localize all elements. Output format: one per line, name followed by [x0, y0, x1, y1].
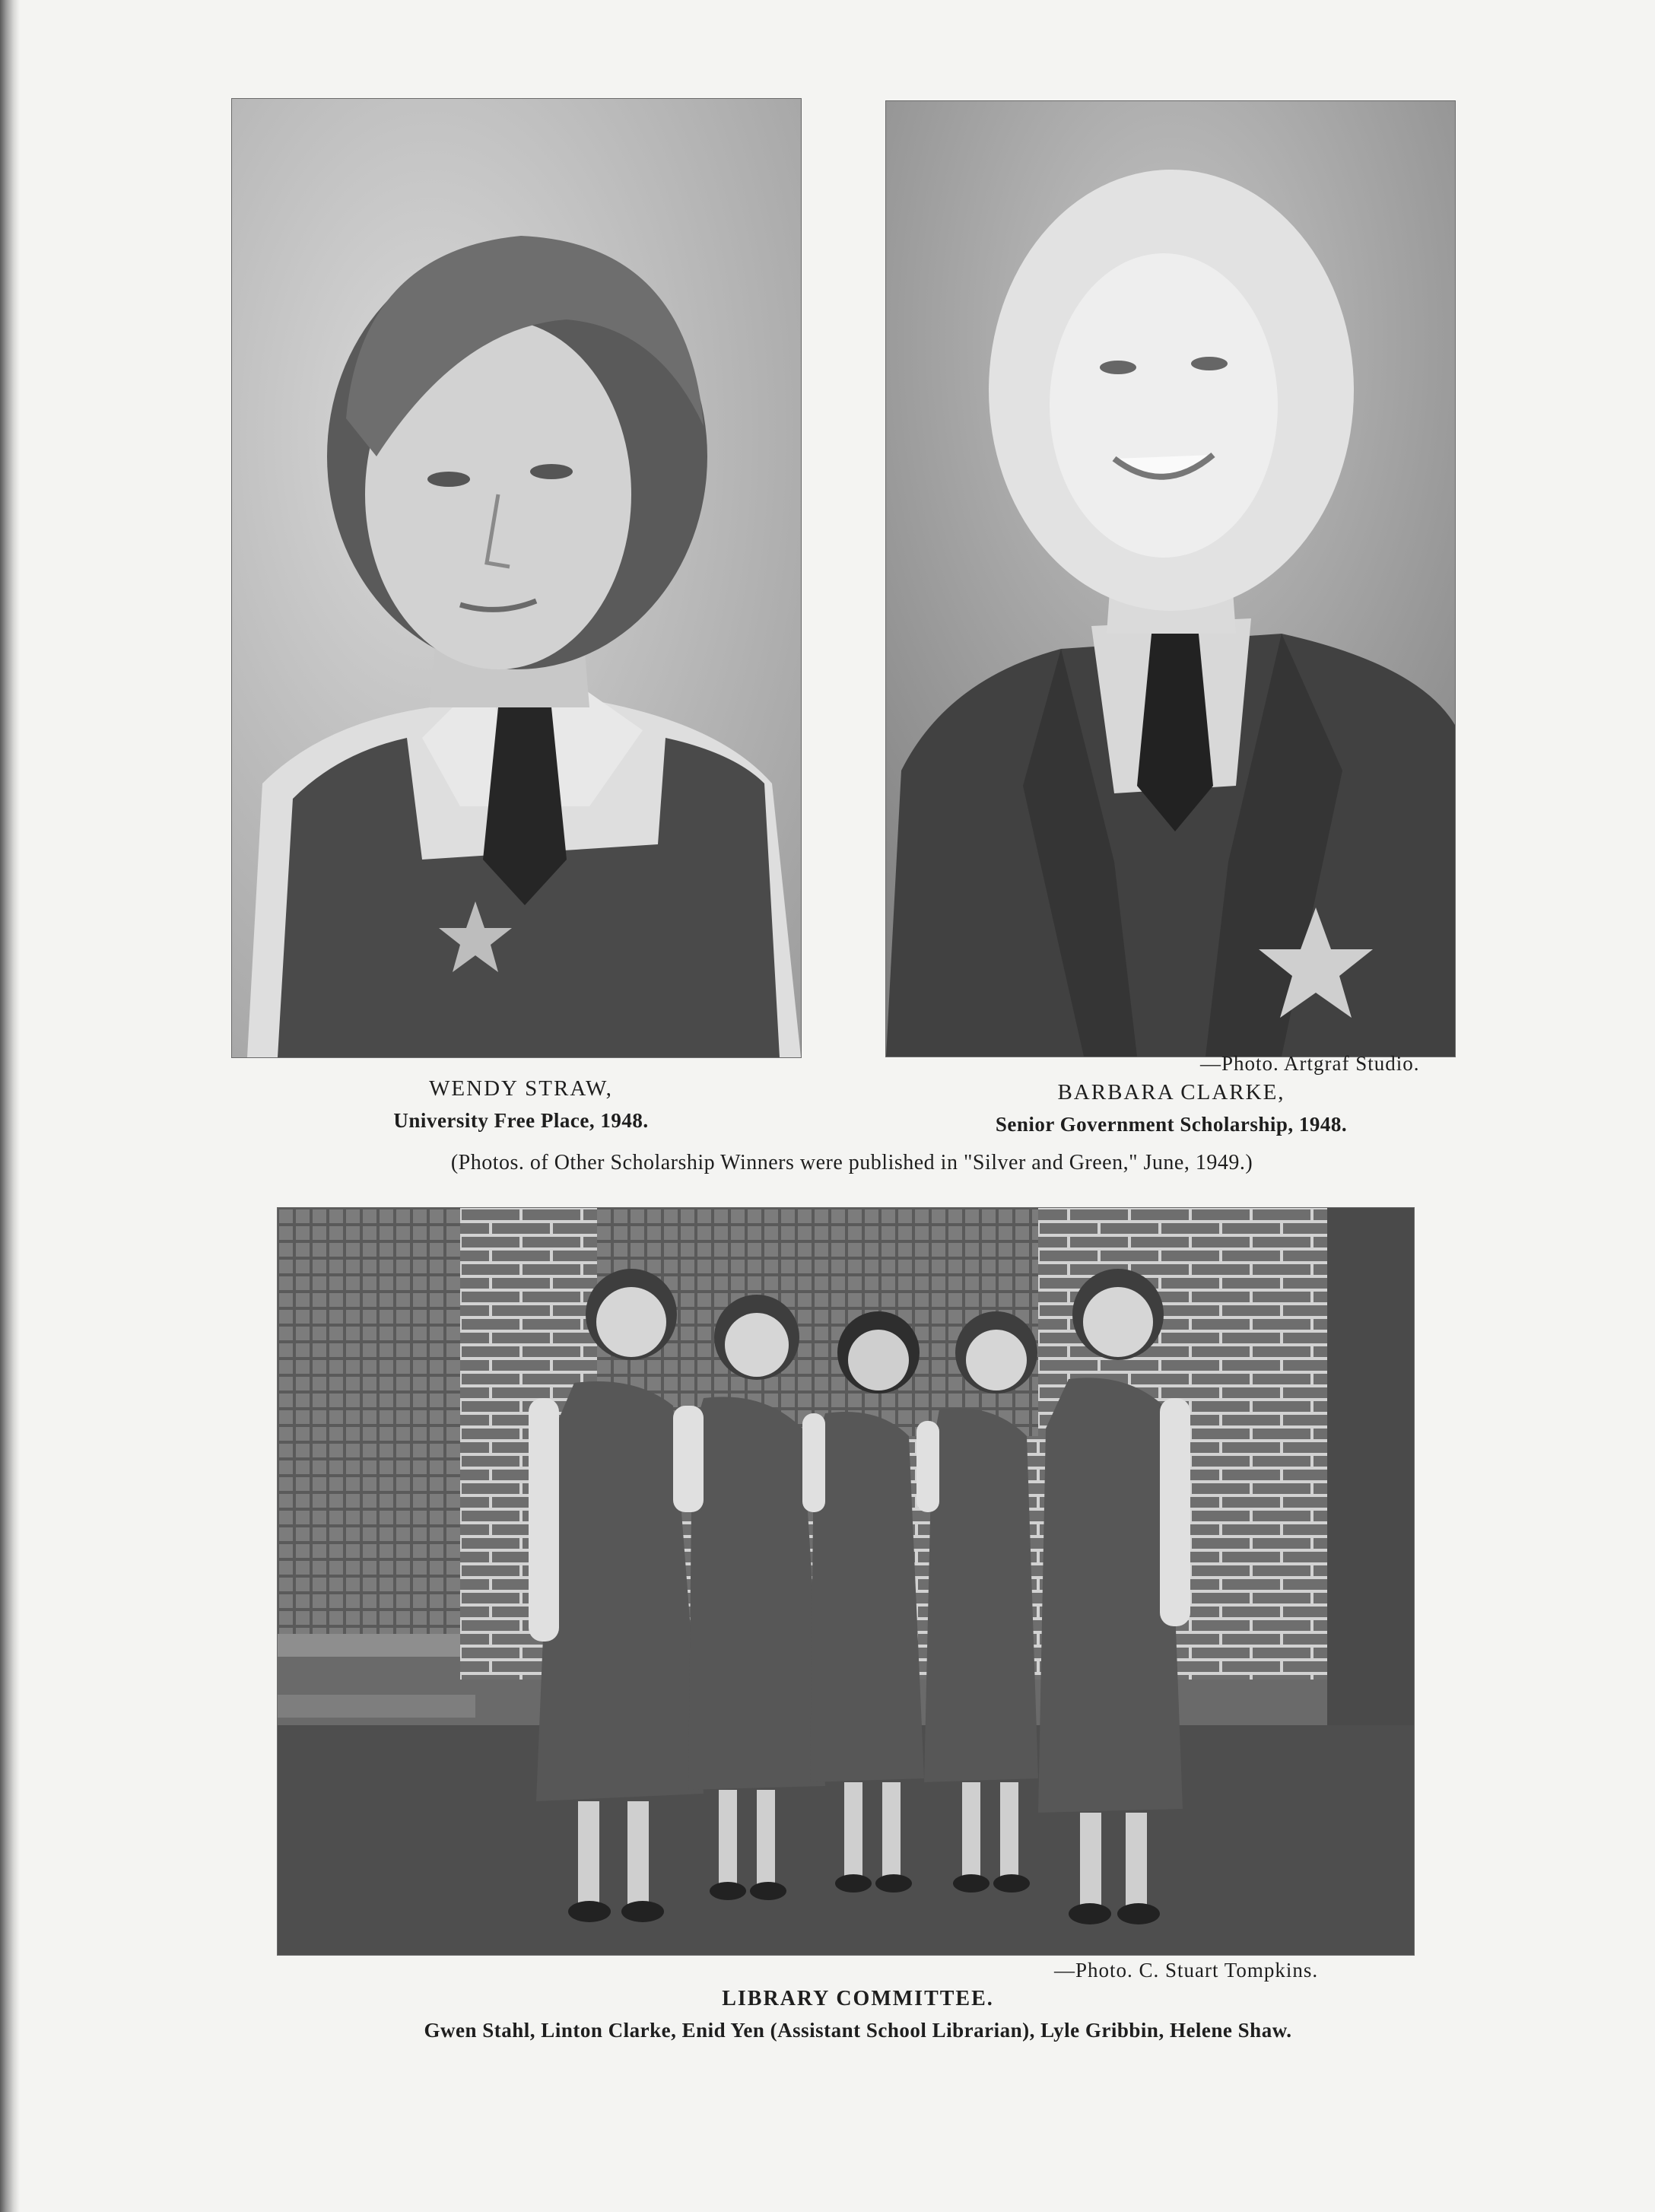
- photo-credit-tompkins: —Photo. C. Stuart Tompkins.: [1054, 1959, 1319, 1982]
- photo-credit-artgraf: —Photo. Artgraf Studio.: [1200, 1052, 1420, 1075]
- portrait-award: University Free Place, 1948.: [393, 1109, 649, 1132]
- group-title: LIBRARY COMMITTEE.: [722, 1987, 994, 2010]
- portrait-photo-wendy-straw: [232, 99, 801, 1057]
- portrait-award: Senior Government Scholarship, 1948.: [995, 1113, 1348, 1136]
- page-binding-edge: [0, 0, 20, 2212]
- portrait-photo-barbara-clarke: [886, 101, 1455, 1057]
- caption-wendy-straw: [300, 1076, 742, 1133]
- scholarship-note: (Photos. of Other Scholarship Winners were published in "Silver and Green," June, 1949.): [450, 1151, 1253, 1174]
- portrait-name: BARBARA CLARKE,: [1057, 1080, 1285, 1104]
- caption-library-committee: [295, 1987, 1421, 2042]
- portrait-name: WENDY STRAW,: [429, 1076, 613, 1101]
- group-members: Gwen Stahl, Linton Clarke, Enid Yen (Assistant School Librarian), Lyle Gribbin, Helene Shaw.: [424, 2019, 1292, 2042]
- group-photo-library-committee: [278, 1208, 1414, 1955]
- caption-barbara-clarke: [928, 1080, 1415, 1136]
